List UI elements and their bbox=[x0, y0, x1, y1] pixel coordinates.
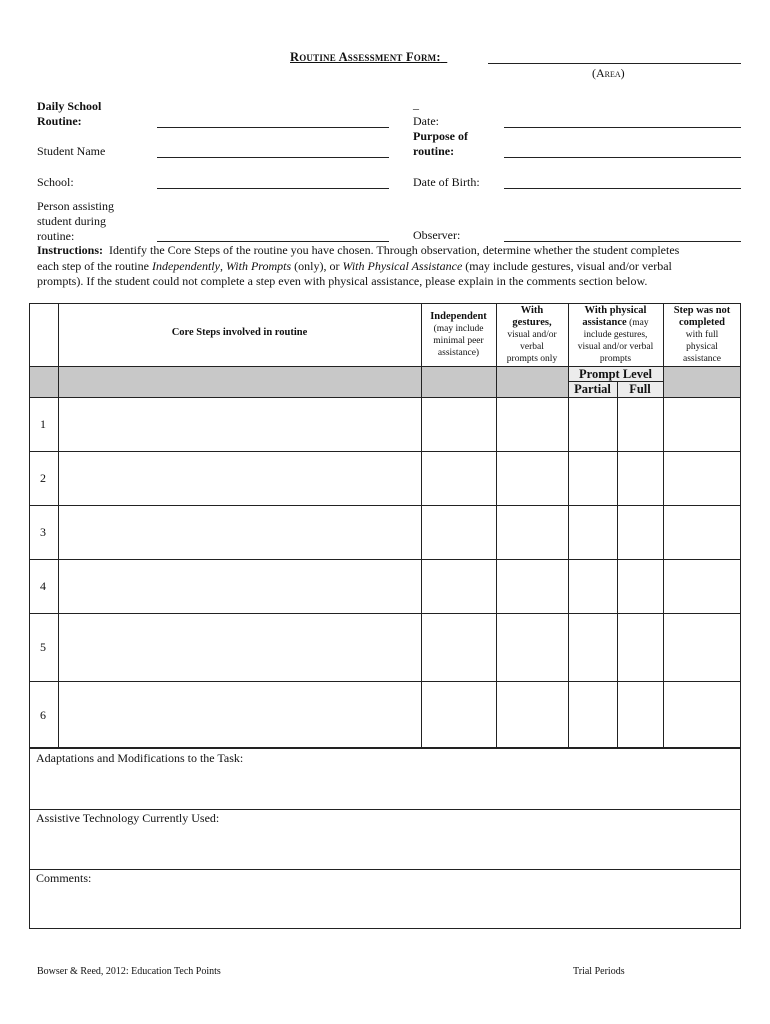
step-cell-3[interactable] bbox=[59, 506, 421, 559]
daily-routine-label-2: Routine: bbox=[37, 114, 82, 128]
area-label: (Area) bbox=[592, 66, 625, 80]
adaptations-label: Adaptations and Modifications to the Task: bbox=[36, 751, 244, 765]
step-cell-5[interactable] bbox=[59, 614, 421, 681]
independent-header: Independent (may include minimal peer assistance) bbox=[421, 311, 496, 359]
row-number-1: 1 bbox=[40, 417, 46, 431]
form-title-text: Routine Assessment Form: bbox=[290, 50, 441, 64]
row-number-2: 2 bbox=[40, 471, 46, 485]
step-cell-4[interactable] bbox=[59, 560, 421, 613]
form-title-underscore: _ bbox=[440, 50, 448, 64]
daily-routine-label-1: Daily School bbox=[37, 99, 102, 113]
adaptations-field[interactable] bbox=[30, 767, 740, 808]
step-cell-2[interactable] bbox=[59, 452, 421, 505]
student-name-label: Student Name bbox=[37, 144, 106, 158]
instructions-label: Instructions: bbox=[37, 243, 104, 257]
footer-right: Trial Periods bbox=[573, 966, 625, 977]
row-number-5: 5 bbox=[40, 640, 46, 654]
purpose-label-2: routine: bbox=[413, 144, 455, 158]
assistive-technology-label: Assistive Technology Currently Used: bbox=[36, 811, 220, 825]
step-cell-1[interactable] bbox=[59, 398, 421, 451]
assistive-technology-field[interactable] bbox=[30, 827, 740, 868]
with-title: With bbox=[520, 305, 544, 316]
row-number-6: 6 bbox=[40, 708, 46, 722]
partial-label: Partial bbox=[574, 382, 611, 396]
physical-assistance-header: With physical assistance (may include gestures, visual and/or verbal prompts bbox=[568, 305, 663, 365]
comments-label: Comments: bbox=[36, 871, 92, 885]
with-prompts-header: With gestures, visual and/or verbal prompts only bbox=[496, 305, 568, 365]
person-label-2: student during bbox=[37, 214, 106, 228]
step-cell-6[interactable] bbox=[59, 682, 421, 747]
date-label: Date: bbox=[413, 114, 439, 128]
person-label-1: Person assisting bbox=[37, 199, 115, 213]
dob-label: Date of Birth: bbox=[413, 175, 480, 189]
observer-label: Observer: bbox=[413, 228, 461, 242]
date-underscore: _ bbox=[413, 97, 419, 111]
instructions-line-3: prompts). If the student could not complete a step even with physical assistance, please explain in the comments section below. bbox=[37, 274, 648, 288]
instructions-line-1: Instructions: Identify the Core Steps of the routine you have chosen. Through observation, determine whether the student completes bbox=[37, 243, 680, 257]
not-completed-header: Step was not completed with full physical assistance bbox=[673, 305, 731, 364]
person-label-3: routine: bbox=[37, 229, 75, 243]
full-label: Full bbox=[629, 382, 651, 396]
core-steps-header: Core Steps involved in routine bbox=[171, 327, 308, 338]
prompt-level-label: Prompt Level bbox=[578, 367, 653, 381]
independent-title: Independent bbox=[430, 311, 487, 322]
comments-field[interactable] bbox=[30, 887, 740, 928]
instructions-line-2: each step of the routine Independently, With Prompts (only), or With Physical Assistance (may include gestures, visual and/or verbal bbox=[37, 258, 672, 273]
purpose-label-1: Purpose of bbox=[413, 129, 468, 143]
footer-left: Bowser & Reed, 2012: Education Tech Points bbox=[37, 966, 221, 977]
school-label: School: bbox=[37, 175, 74, 189]
row-number-3: 3 bbox=[40, 525, 46, 539]
physical-title-1: With physical bbox=[584, 305, 647, 316]
row-number-4: 4 bbox=[40, 579, 46, 593]
